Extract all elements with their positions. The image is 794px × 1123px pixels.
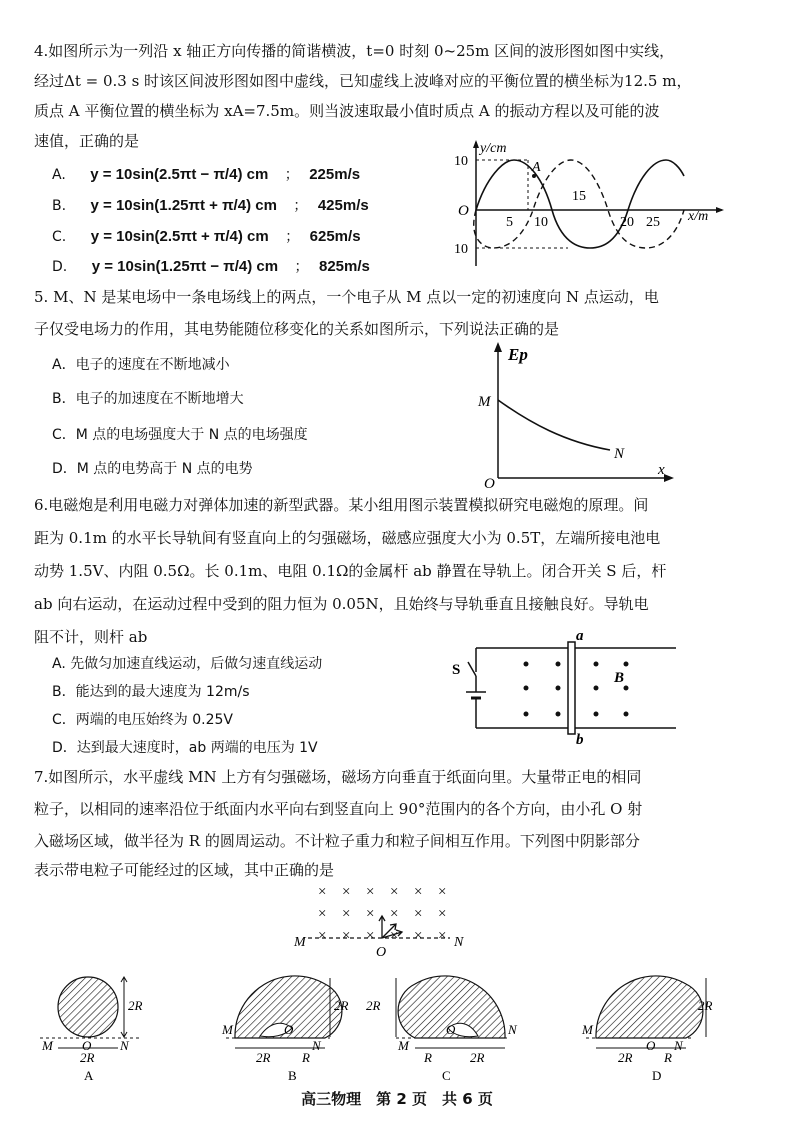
q6-option-b: B．能达到的最大速度为 12m/s xyxy=(52,684,250,700)
m-label: M xyxy=(42,1038,53,1053)
q7-line-3: 入磁场区域，做半径为 R 的圆周运动。不计粒子重力和粒子间相互作用。下列图中阴影部分 xyxy=(34,832,640,850)
width-label: 2R xyxy=(80,1050,95,1065)
n-label: N xyxy=(454,935,464,950)
width-label-2: R xyxy=(302,1050,310,1065)
svg-text:×: × xyxy=(366,884,375,900)
caption: A xyxy=(84,1068,94,1083)
q6-option-a: A. 先做匀加速直线运动，后做匀速直线运动 xyxy=(52,656,323,672)
q4-line-2: 经过Δt = 0.3 s 时该区间波形图如图中虚线，已知虚线上波峰对应的平衡位置的横坐标为12.5 m， xyxy=(34,72,692,90)
q6-option-c: C．两端的电压始终为 0.25V xyxy=(52,712,233,728)
n-label: N xyxy=(120,1038,129,1053)
q4-option-c xyxy=(52,228,361,246)
svg-text:×: × xyxy=(390,928,399,944)
tick-20: 20 xyxy=(620,215,634,230)
option-sep: ； xyxy=(285,229,300,245)
n-label: N xyxy=(614,446,625,462)
o-label: O xyxy=(82,1038,92,1053)
option-speed: 625m/s xyxy=(309,228,361,245)
width-label-1: 2R xyxy=(618,1050,633,1065)
origin-label: O xyxy=(458,203,469,219)
height-label: 2R xyxy=(698,998,713,1013)
q6-option-d: D．达到最大速度时，ab 两端的电压为 1V xyxy=(52,740,318,756)
choice-a xyxy=(40,977,143,1083)
q4-wave-graph xyxy=(448,138,728,273)
svg-text:×: × xyxy=(342,906,351,922)
option-letter: D. xyxy=(52,259,68,275)
svg-text:×: × xyxy=(342,928,351,944)
q7-line-2: 粒子，以相同的速率沿位于纸面内水平向右到竖直向上 90°范围内的各个方向，由小孔 O 射 xyxy=(34,800,643,818)
y-axis-arrow xyxy=(494,342,502,352)
q5-option-a: A．电子的速度在不断地减小 xyxy=(52,357,230,373)
o-label: O xyxy=(284,1022,294,1037)
option-formula: y = 10sin(1.25πt − π/4) cm xyxy=(91,258,279,275)
tick-5: 5 xyxy=(506,215,513,230)
tick-15: 15 xyxy=(572,189,586,204)
width-label-1: 2R xyxy=(256,1050,271,1065)
x-label: x xyxy=(658,462,665,478)
height-label: 2R xyxy=(334,998,349,1013)
option-sep: ； xyxy=(293,198,308,214)
option-formula: y = 10sin(2.5πt + π/4) cm xyxy=(90,228,269,245)
width-label-2: R xyxy=(664,1050,672,1065)
y-label: y/cm xyxy=(480,141,507,156)
ep-label: Ep xyxy=(508,345,528,364)
n-label: N xyxy=(312,1038,321,1053)
q5-option-c: C．M 点的电场强度大于 N 点的电场强度 xyxy=(52,427,308,443)
ep-curve xyxy=(498,400,610,450)
q4-option-d xyxy=(52,258,370,276)
x-label: x/m xyxy=(688,209,709,224)
y-top-label: 10 xyxy=(454,154,468,169)
q4-line-4: 速值，正确的是 xyxy=(34,132,140,150)
tick-25: 25 xyxy=(646,215,660,230)
svg-text:×: × xyxy=(366,906,375,922)
q6-line-1: 6.电磁炮是利用电磁力对弹体加速的新型武器。某小组用图示装置模拟研究电磁炮的原理。间 xyxy=(34,496,649,514)
svg-text:×: × xyxy=(318,906,327,922)
q7-line-4: 表示带电粒子可能经过的区域，其中正确的是 xyxy=(34,861,335,879)
tick-10: 10 xyxy=(534,215,548,230)
caption: C xyxy=(442,1068,451,1083)
switch-label: S xyxy=(452,662,461,678)
q7-choices xyxy=(30,962,730,1087)
caption: B xyxy=(288,1068,297,1083)
option-letter: B. xyxy=(52,198,67,214)
caption: D xyxy=(652,1068,662,1083)
svg-text:×: × xyxy=(318,928,327,944)
y-bottom-label: 10 xyxy=(454,242,468,257)
svg-text:×: × xyxy=(438,884,447,900)
q5-option-b: B．电子的加速度在不断地增大 xyxy=(52,391,244,407)
o-label: O xyxy=(646,1038,656,1053)
dashed-wave xyxy=(474,160,684,248)
q5-line-1: 5. M、N 是某电场中一条电场线上的两点，一个电子从 M 点以一定的初速度向 N 点运动，电 xyxy=(34,288,659,306)
option-sep: ； xyxy=(284,167,299,183)
solid-wave xyxy=(476,160,684,248)
svg-text:×: × xyxy=(414,884,423,900)
option-letter: A. xyxy=(52,167,66,183)
q5-ep-graph xyxy=(470,338,680,493)
n-label: N xyxy=(508,1022,517,1037)
svg-text:×: × xyxy=(414,928,423,944)
point-a-label: A xyxy=(532,160,541,175)
m-label: M xyxy=(222,1022,233,1037)
o-label: O xyxy=(376,945,387,960)
x-axis-arrow xyxy=(716,207,724,213)
q5-option-d: D．M 点的电势高于 N 点的电势 xyxy=(52,461,253,477)
q6-line-2: 距为 0.1m 的水平长导轨间有竖直向上的匀强磁场，磁感应强度大小为 0.5T，左端所接电池电 xyxy=(34,529,661,547)
q6-rail-circuit xyxy=(446,628,686,748)
q7-line-1: 7.如图所示，水平虚线 MN 上方有匀强磁场，磁场方向垂直于纸面向里。大量带正电的相同 xyxy=(34,768,642,786)
option-sep: ； xyxy=(294,259,309,275)
field-dots xyxy=(524,662,629,717)
rod-bottom-label: b xyxy=(576,732,584,748)
height-label: 2R xyxy=(366,998,381,1013)
q4-line-3: 质点 A 平衡位置的横坐标为 xA=7.5m。则当波速取最小值时质点 A 的振动方程以及可能的波 xyxy=(34,102,660,120)
svg-text:×: × xyxy=(390,906,399,922)
svg-text:×: × xyxy=(342,884,351,900)
choice-c xyxy=(366,976,518,1083)
region xyxy=(596,976,703,1038)
svg-text:×: × xyxy=(438,906,447,922)
metal-rod-ab xyxy=(568,642,575,734)
choice-b xyxy=(221,976,349,1083)
switch-blade xyxy=(468,662,476,676)
option-formula: y = 10sin(1.25πt + π/4) cm xyxy=(90,197,277,214)
option-speed: 425m/s xyxy=(317,197,369,214)
m-label: M xyxy=(294,935,306,950)
m-label: M xyxy=(398,1038,409,1053)
region xyxy=(58,977,118,1037)
y-axis-arrow xyxy=(473,140,479,148)
o-label: O xyxy=(446,1022,456,1037)
option-formula: y = 10sin(2.5πt − π/4) cm xyxy=(90,166,269,183)
q4-option-a xyxy=(52,166,360,184)
q5-line-2: 子仅受电场力的作用，其电势能随位移变化的关系如图所示，下列说法正确的是 xyxy=(34,320,560,338)
q6-line-5: 阻不计，则杆 ab xyxy=(34,628,148,646)
page-footer: 高三物理 第 2 页 共 6 页 xyxy=(301,1090,493,1108)
q6-line-4: ab 向右运动，在运动过程中受到的阻力恒为 0.05N，且始终与导轨垂直且接触良好。导轨电 xyxy=(34,595,649,613)
rod-top-label: a xyxy=(576,628,584,644)
svg-text:×: × xyxy=(318,884,327,900)
svg-text:×: × xyxy=(438,928,447,944)
width-label-2: 2R xyxy=(470,1050,485,1065)
x-axis-arrow xyxy=(664,474,674,482)
field-label: B xyxy=(614,670,625,686)
m-label: M xyxy=(582,1022,593,1037)
q4-option-b xyxy=(52,197,369,215)
q7-magnetic-field xyxy=(290,880,470,960)
q6-line-3: 动势 1.5V、内阻 0.5Ω。长 0.1m、电阻 0.1Ω的金属杆 ab 静置在导轨上。闭合开关 S 后，杆 xyxy=(34,562,667,580)
svg-text:×: × xyxy=(414,906,423,922)
choice-d xyxy=(581,976,713,1083)
option-letter: C. xyxy=(52,229,67,245)
svg-text:×: × xyxy=(366,928,375,944)
width-label-1: R xyxy=(424,1050,432,1065)
q4-line-1: 4.如图所示为一列沿 x 轴正方向传播的简谐横波，t=0 时刻 0~25m 区间的波形图如图中实线， xyxy=(34,42,675,60)
option-speed: 225m/s xyxy=(309,166,361,183)
m-label: M xyxy=(478,394,491,410)
height-label: 2R xyxy=(128,998,143,1013)
svg-text:×: × xyxy=(390,884,399,900)
n-label: N xyxy=(674,1038,683,1053)
origin-label: O xyxy=(484,476,495,492)
option-speed: 825m/s xyxy=(319,258,370,275)
